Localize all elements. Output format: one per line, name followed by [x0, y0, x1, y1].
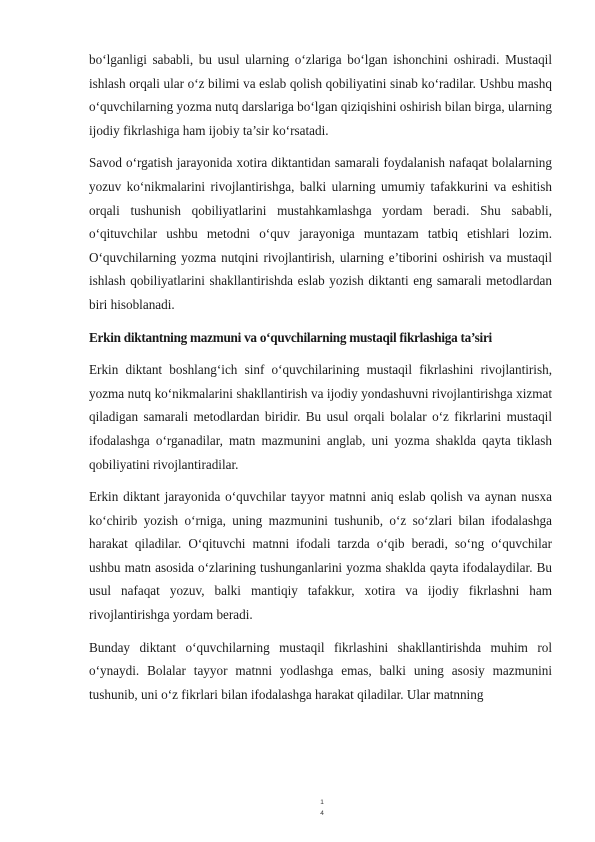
page-number [316, 797, 328, 819]
paragraph-5: Bunday diktant o‘quvchilarning mustaqil fikrlashini shakllantirishda muhim rol o‘ynaydi. Bolalar tayyor matnni yodlashga emas, balki uning asosiy mazmunini tushunib, uni o‘z fikrlari bilan ifodalashga harakat qiladilar. Ular matnning [89, 639, 552, 702]
page-number-line-2: 4 [320, 810, 324, 817]
paragraph-1: bo‘lganligi sababli, bu usul ularning o‘zlariga bo‘lgan ishonchini oshiradi. Mustaqil ishlash orqali ular o‘z bilimi va eslab qolish qobiliyatini sinab ko‘radilar. Ushbu mashq o‘quvchilarning yozma nutq darslariga bo‘lgan qiziqishini oshirish bilan birga, ularning ijodiy fikrlashiga ham ijobiy ta’sir ko‘rsatadi. [89, 52, 552, 138]
paragraph-4: Erkin diktant jarayonida o‘quvchilar tayyor matnni aniq eslab qolish va aynan nusxa ko‘chirib yozish o‘rniga, uning mazmunini tushunib, o‘z so‘zlari bilan ifodalashga harakat qiladilar. O‘qituvchi matnni ifodali tarzda o‘qib beradi, so‘ng o‘quvchilar ushbu matn asosida o‘zlarining tushunganlarini yozma shaklda qayta ifodalaydilar. Bu usul nafaqat yozuv, balki mantiqiy tafakkur, xotira va ijodiy fikrlashni ham rivojlantirishga yordam beradi. [89, 489, 552, 623]
paragraph-2: Savod o‘rgatish jarayonida xotira diktantidan samarali foydalanish nafaqat bolalarning yozuv ko‘nikmalarini rivojlantirishga, balki ularning umumiy tafakkurini va eshitish orqali tushunish qobiliyatlarini mustahkamlashga yordam beradi. Shu sababli, o‘qituvchilar ushbu metodni o‘quv jarayoniga muntazam tatbiq etishlari lozim. O‘quvchilarning yozma nutqini rivojlantirish, ularning e’tiborini oshirish va mustaqil ishlash qobiliyatlarini shakllantirishda eslab yozish diktanti eng samarali metodlardan biri hisoblanadi. [89, 155, 552, 312]
page-number-line-1: 1 [320, 799, 324, 806]
section-heading: Erkin diktantning mazmuni va o‘quvchilarning mustaqil fikrlashiga ta’siri [89, 329, 492, 345]
document-body [89, 48, 552, 715]
paragraph-3: Erkin diktant boshlang‘ich sinf o‘quvchilarining mustaqil fikrlashini rivojlantirish, yozma nutq ko‘nikmalarini shakllantirish va ijodiy yondashuvni rivojlantirishga xizmat qiladigan samarali metodlardan biridir. Bu usul orqali bolalar o‘z fikrlarini mustaqil ifodalashga o‘rganadilar, matn mazmunini anglab, uni yozma shaklda qayta tiklash qobiliyatini rivojlantiradilar. [89, 362, 552, 472]
